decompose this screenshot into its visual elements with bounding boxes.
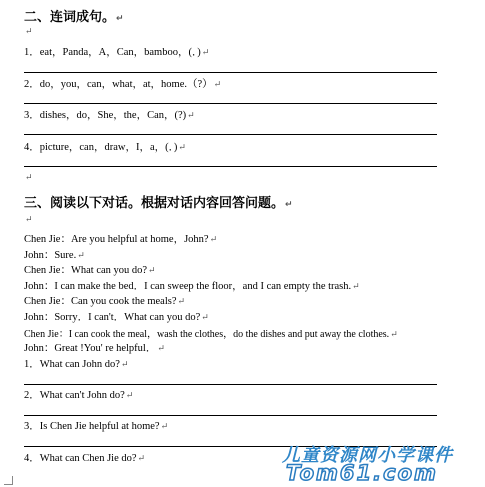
paragraph-mark: ↵ — [201, 47, 210, 57]
section-3-title: 三、阅读以下对话。根据对话内容回答问题。 — [24, 196, 285, 211]
paragraph-mark: ↵ — [285, 200, 293, 210]
answer-line — [24, 166, 437, 167]
paragraph-mark: ↵ — [125, 390, 134, 400]
s2-question-2 — [24, 76, 221, 91]
watermark-text: 儿童资源网小学课件 — [282, 445, 453, 466]
paragraph-mark: ↵ — [77, 250, 85, 260]
s3-question-3-text: 3．Is Chen Jie helpful at home? — [24, 421, 160, 432]
s2-question-4-text: 4．picture，can，draw，I，a，(．) — [24, 142, 178, 153]
dialogue-text: John：Great !You' re helpful． — [24, 343, 157, 354]
s2-question-2-text: 2．do，you，can，what，at，home.（?） — [24, 79, 213, 90]
paragraph-mark: ↵ — [178, 142, 186, 152]
answer-line — [24, 72, 437, 73]
answer-line — [24, 384, 437, 385]
s3-question-3 — [24, 418, 168, 433]
dialogue-line-1 — [24, 231, 217, 246]
dialogue-text: John：Sorry．I can't．What can you do? — [24, 312, 201, 323]
paragraph-mark: ↵ — [187, 110, 195, 120]
dialogue-text: Chen Jie：Are you helpful at home，John? — [24, 234, 209, 245]
s3-question-4-text: 4．What can Chen Jie do? — [24, 453, 137, 464]
paragraph-mark: ↵ — [201, 312, 209, 322]
section-2-title: 二、连词成句。 — [24, 10, 116, 25]
s2-question-1-text: 1．eat，Panda，A，Can，bamboo，(．) — [24, 47, 201, 58]
answer-line — [24, 134, 437, 135]
paragraph-mark: ↵ — [116, 14, 124, 24]
paragraph-mark: ↵ — [157, 343, 165, 353]
paragraph-mark: ↵ — [120, 359, 129, 369]
dialogue-line-8 — [24, 340, 165, 355]
paragraph-mark: ↵ — [148, 265, 156, 275]
dialogue-line-2 — [24, 247, 85, 262]
s2-question-3-text: 3．dishes，do，She，the，Can，(?) — [24, 110, 187, 121]
s2-question-1 — [24, 44, 209, 59]
dialogue-text: Chen Jie：Can you cook the meals? — [24, 296, 177, 307]
dialogue-line-6 — [24, 309, 209, 324]
dialogue-line-7 — [24, 325, 398, 340]
s3-question-1-text: 1．What can John do? — [24, 359, 120, 370]
dialogue-text: Chen Jie：I can cook the meal，wash the clothes，do the dishes and put away the clothes. — [24, 329, 390, 340]
s3-question-2-text: 2．What can't John do? — [24, 390, 125, 401]
s3-question-2 — [24, 387, 133, 402]
paragraph-mark: ↵ — [352, 281, 360, 291]
paragraph-mark: ↵ — [209, 234, 218, 244]
watermark-url: Tom61.com — [286, 461, 438, 485]
paragraph-mark: ↵ — [177, 296, 186, 306]
dialogue-text: John：I can make the bed．I can sweep the floor，and I can empty the trash. — [24, 281, 352, 292]
dialogue-text: John：Sure. — [24, 250, 77, 261]
paragraph-mark: ↵ — [25, 214, 33, 224]
dialogue-line-5 — [24, 293, 185, 308]
page-corner-mark — [4, 476, 13, 485]
paragraph-mark: ↵ — [25, 26, 33, 36]
dialogue-text: Chen Jie：What can you do? — [24, 265, 148, 276]
paragraph-mark: ↵ — [213, 79, 222, 89]
section-2-heading — [24, 6, 124, 25]
s3-question-4 — [24, 450, 145, 465]
s3-question-1 — [24, 356, 128, 371]
answer-line — [24, 103, 437, 104]
paragraph-mark: ↵ — [25, 172, 33, 182]
section-3-heading — [24, 192, 293, 211]
dialogue-line-3 — [24, 262, 156, 277]
answer-line — [24, 415, 437, 416]
paragraph-mark: ↵ — [137, 453, 146, 463]
dialogue-line-4 — [24, 278, 360, 293]
paragraph-mark: ↵ — [390, 329, 398, 339]
s2-question-3 — [24, 107, 195, 122]
paragraph-mark: ↵ — [160, 421, 169, 431]
s2-question-4 — [24, 139, 186, 154]
watermark — [282, 441, 485, 487]
